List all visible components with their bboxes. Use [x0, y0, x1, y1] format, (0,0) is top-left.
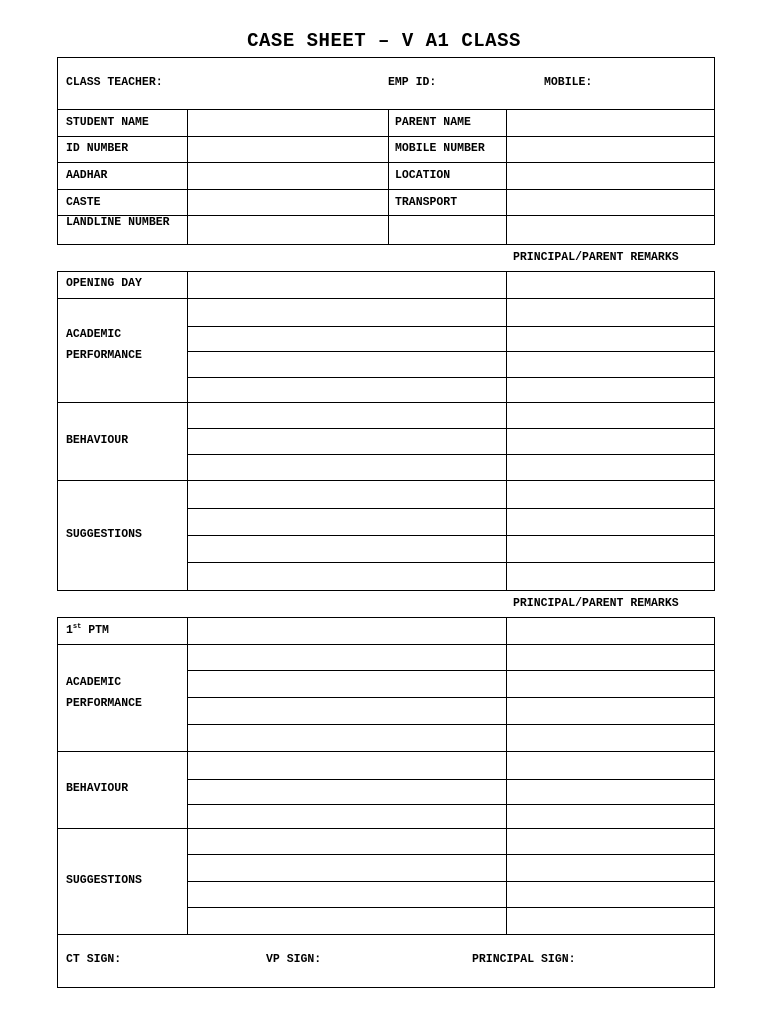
mobile-label: MOBILE: — [544, 76, 593, 89]
opening-day-table — [57, 271, 715, 591]
location-label: LOCATION — [395, 169, 451, 182]
mobile-number-label: MOBILE NUMBER — [395, 142, 485, 155]
vp-sign-label: VP SIGN: — [266, 953, 322, 966]
emp-id-label: EMP ID: — [388, 76, 437, 89]
remarks-heading: PRINCIPAL/PARENT REMARKS — [513, 597, 679, 610]
transport-label: TRANSPORT — [395, 196, 458, 209]
ct-sign-label: CT SIGN: — [66, 953, 122, 966]
principal-sign-label: PRINCIPAL SIGN: — [472, 953, 576, 966]
suggestions-label: SUGGESTIONS — [66, 528, 142, 541]
suggestions-label: SUGGESTIONS — [66, 874, 142, 887]
behaviour-label: BEHAVIOUR — [66, 434, 129, 447]
class-teacher-label: CLASS TEACHER: — [66, 76, 163, 89]
landline-number-label: LANDLINE NUMBER — [66, 216, 170, 229]
parent-name-label: PARENT NAME — [395, 116, 471, 129]
student-name-label: STUDENT NAME — [66, 116, 149, 129]
behaviour-label: BEHAVIOUR — [66, 782, 129, 795]
aadhar-label: AADHAR — [66, 169, 108, 182]
id-number-label: ID NUMBER — [66, 142, 129, 155]
academic-performance-label: ACADEMIC PERFORMANCE — [66, 676, 142, 710]
ptm-label: 1st PTM — [66, 623, 109, 637]
caste-label: CASTE — [66, 196, 101, 209]
academic-performance-label: ACADEMIC PERFORMANCE — [66, 328, 142, 362]
remarks-heading: PRINCIPAL/PARENT REMARKS — [513, 251, 679, 264]
opening-day-label: OPENING DAY — [66, 277, 142, 290]
page-title: CASE SHEET – V A1 CLASS — [247, 30, 521, 52]
